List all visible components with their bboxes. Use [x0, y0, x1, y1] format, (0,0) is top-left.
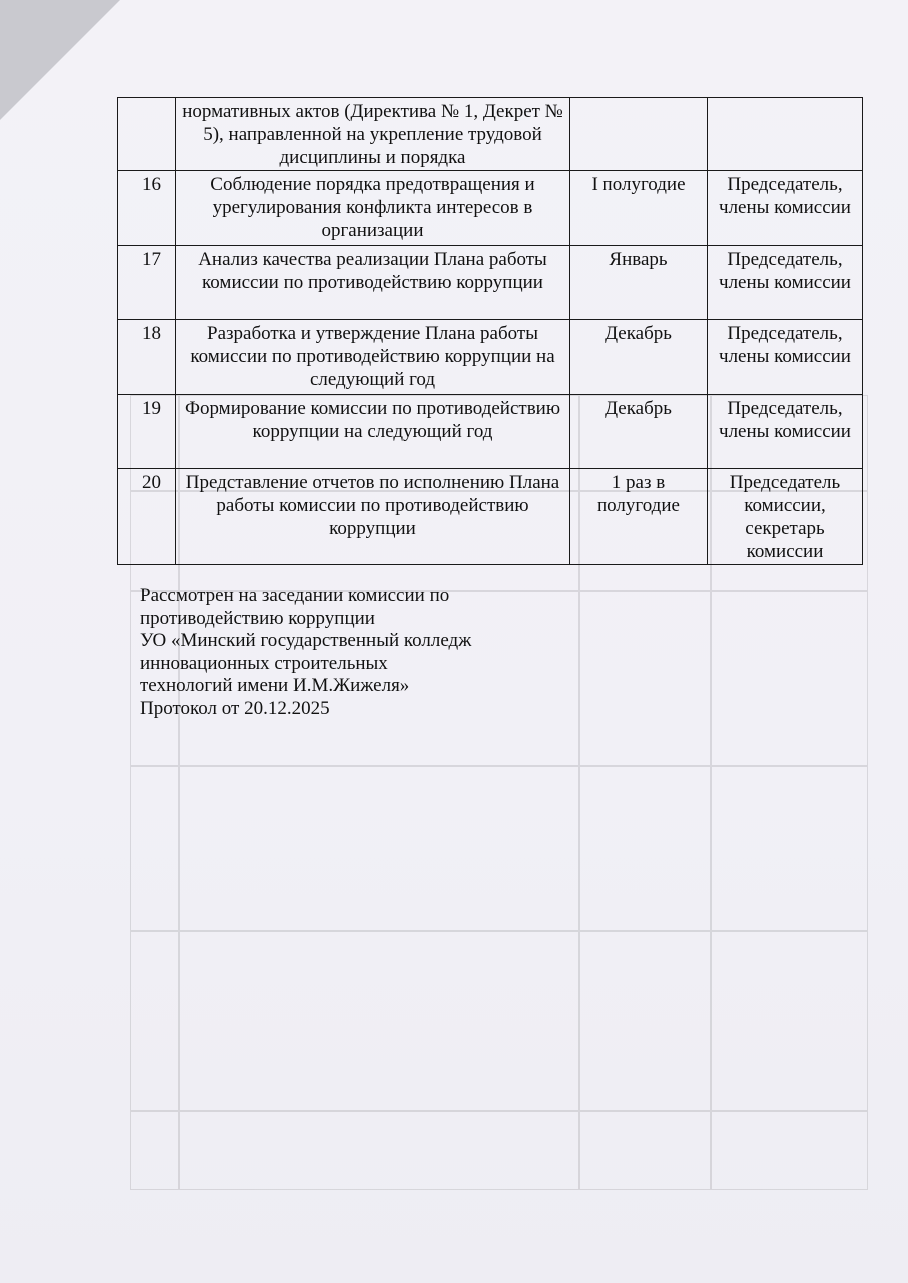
responsible-cell: Председатель, члены комиссии [708, 395, 863, 469]
responsible-cell: Председатель, члены комиссии [708, 246, 863, 320]
table-row [118, 171, 863, 246]
term-cell: I полугодие [570, 171, 708, 246]
folded-corner [0, 0, 120, 120]
note-line: Рассмотрен на заседании комиссии по [140, 585, 450, 606]
responsible-cell [708, 98, 863, 171]
responsible-cell: Председатель комиссии, секретарь комиссии [708, 469, 863, 565]
table-row [118, 98, 863, 171]
responsible-cell: Председатель, члены комиссии [708, 320, 863, 395]
approval-note [140, 585, 660, 720]
table-row [118, 469, 863, 565]
event-cell: нормативных актов (Директива № 1, Декрет № 5), направленной на укрепление трудовой дисциплины и порядка [176, 98, 570, 171]
plan-table [117, 97, 863, 565]
row-number: 16 [118, 171, 176, 246]
term-cell: Декабрь [570, 395, 708, 469]
row-number: 19 [118, 395, 176, 469]
table-row [118, 320, 863, 395]
row-number [118, 98, 176, 171]
row-number: 18 [118, 320, 176, 395]
term-cell: 1 раз в полугодие [570, 469, 708, 565]
table-row [118, 246, 863, 320]
note-line: инновационных строительных [140, 652, 388, 674]
row-number: 17 [118, 246, 176, 320]
responsible-cell: Председатель, члены комиссии [708, 171, 863, 246]
term-cell: Декабрь [570, 320, 708, 395]
event-cell: Соблюдение порядка предотвращения и урегулирования конфликта интересов в организации [176, 171, 570, 246]
term-cell: Январь [570, 246, 708, 320]
event-cell: Анализ качества реализации Плана работы комиссии по противодействию коррупции [176, 246, 570, 320]
term-cell [570, 98, 708, 171]
event-cell: Разработка и утверждение Плана работы комиссии по противодействию коррупции на следующий год [176, 320, 570, 395]
event-cell: Формирование комиссии по противодействию коррупции на следующий год [176, 395, 570, 469]
note-line: противодействию коррупции [140, 607, 375, 629]
note-line: УО «Минский государственный колледж [140, 630, 472, 651]
table-row [118, 395, 863, 469]
protocol-line: Протокол от 20.12.2025 [140, 697, 330, 719]
row-number: 20 [118, 469, 176, 565]
event-cell: Представление отчетов по исполнению Плана работы комиссии по противодействию коррупции [176, 469, 570, 565]
note-line: технологий имени И.М.Жижеля» [140, 675, 410, 696]
